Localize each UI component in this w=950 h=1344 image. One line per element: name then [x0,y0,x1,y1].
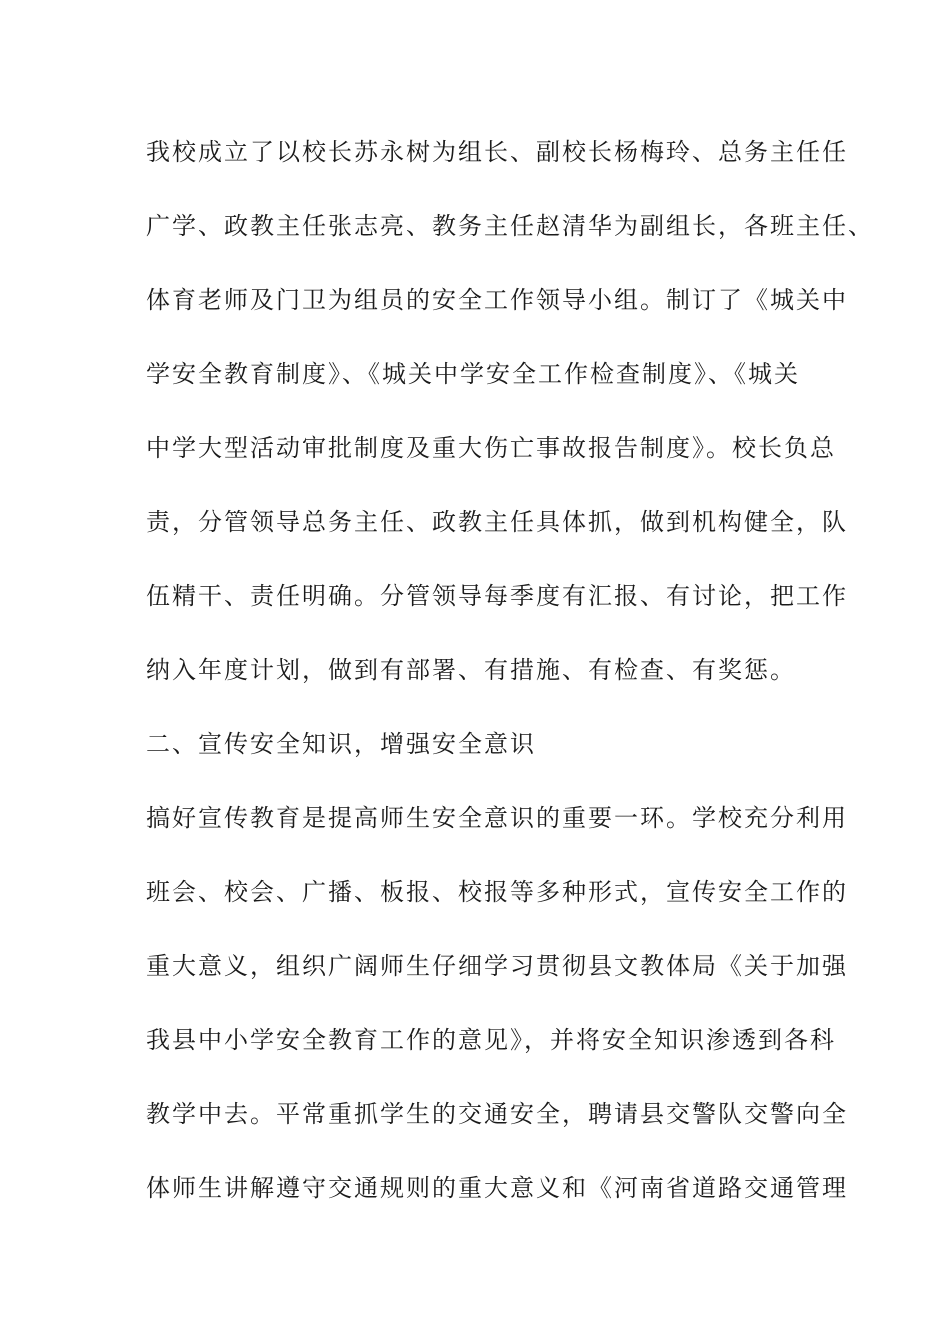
section-heading: 二、宣传安全知识，增强安全意识 [146,730,536,758]
paragraph-line: 班会、校会、广播、板报、校报等多种形式，宣传安全工作的 [146,878,848,906]
paragraph-line: 教学中去。平常重抓学生的交通安全，聘请县交警队交警向全 [146,1100,848,1128]
paragraph-line: 中学大型活动审批制度及重大伤亡事故报告制度》。校长负总 [146,434,836,462]
paragraph-line: 学安全教育制度》、《城关中学安全工作检查制度》、《城关 [146,360,800,388]
paragraph-line: 搞好宣传教育是提高师生安全意识的重要一环。学校充分利用 [146,804,848,832]
paragraph-line: 体育老师及门卫为组员的安全工作领导小组。制订了《城关中 [146,286,848,314]
paragraph-line: 重大意义，组织广阔师生仔细学习贯彻县文教体局《关于加强 [146,952,848,980]
paragraph-line: 伍精干、责任明确。分管领导每季度有汇报、有讨论，把工作 [146,582,848,610]
paragraph-line: 广学、政教主任张志亮、教务主任赵清华为副组长，各班主任、 [146,212,874,240]
paragraph-line: 我校成立了以校长苏永树为组长、副校长杨梅玲、总务主任任 [146,138,848,166]
document-body [146,130,874,1240]
paragraph-line: 我县中小学安全教育工作的意见》，并将安全知识渗透到各科 [146,1026,836,1054]
paragraph-line: 责，分管领导总务主任、政教主任具体抓，做到机构健全，队 [146,508,848,536]
paragraph-line: 纳入年度计划，做到有部署、有措施、有检查、有奖惩。 [146,656,796,684]
paragraph-line: 体师生讲解遵守交通规则的重大意义和《河南省道路交通管理 [146,1174,848,1202]
